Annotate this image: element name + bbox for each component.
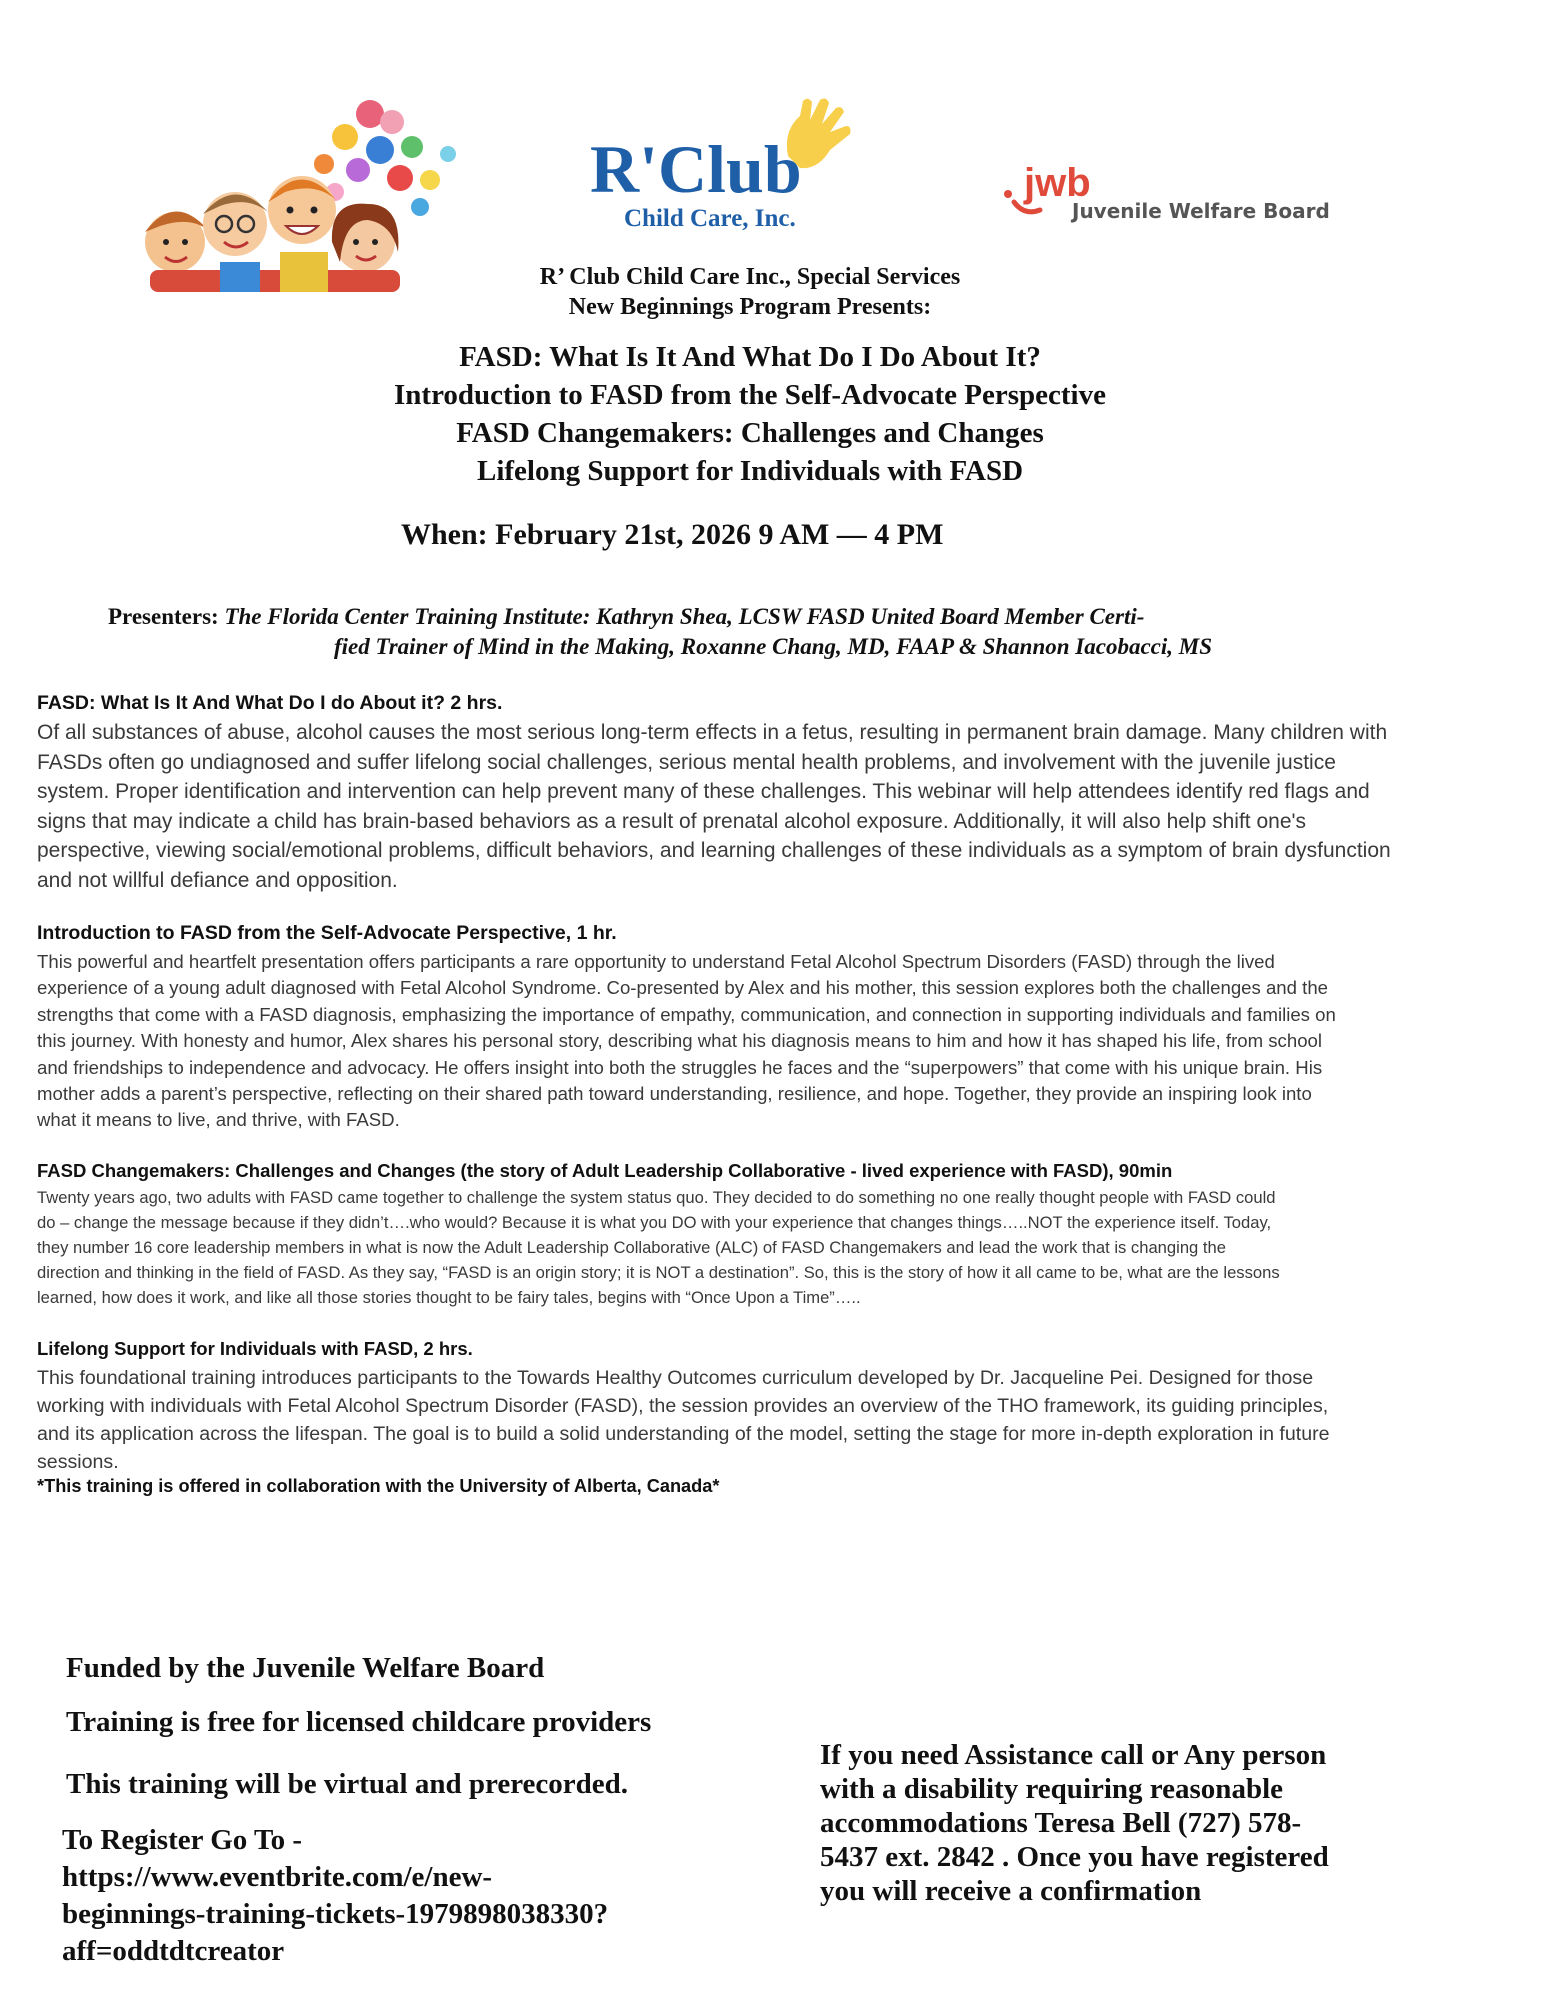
- presenters-label: Presenters:: [108, 604, 219, 629]
- rclub-subtitle: Child Care, Inc.: [624, 205, 796, 232]
- org-name-line: R’ Club Child Care Inc., Special Services: [539, 264, 961, 290]
- section-3-heading: FASD Changemakers: Challenges and Changes (the story of Adult Leadership Collaborative - lived experience with FASD), 90min: [37, 1160, 1173, 1181]
- title-line-1: FASD: What Is It And What Do I Do About It?: [459, 341, 1041, 373]
- jwb-name-text: Juvenile Welfare Board: [1072, 199, 1330, 223]
- section-3-line: direction and thinking in the field of FASD. As they say, “FASD is an origin story; it is NOT a destination”. So, this is the story of how it all came to be, what are the lessons: [37, 1263, 1280, 1282]
- section-3-line: they number 16 core leadership members in what is now the Adult Leadership Collaborative (ALC) of FASD Changemakers and lead the work that is changing the: [37, 1238, 1226, 1257]
- presenters-names-2: fied Trainer of Mind in the Making, Roxanne Chang, MD, FAAP & Shannon Iacobacci, MS: [333, 634, 1213, 659]
- section-4-line: working with individuals with Fetal Alcohol Spectrum Disorder (FASD), the session provides an overview of the THO framework, its guiding principles,: [37, 1395, 1329, 1417]
- section-4-heading: Lifelong Support for Individuals with FASD, 2 hrs.: [37, 1338, 473, 1359]
- virtual-training-line: This training will be virtual and prerecorded.: [66, 1768, 629, 1800]
- register-link-line[interactable]: aff=oddtdtcreator: [62, 1935, 285, 1967]
- rclub-wordmark: R'Club: [590, 131, 802, 207]
- section-4-body: [37, 1364, 1330, 1476]
- section-1-heading: FASD: What Is It And What Do I do About it? 2 hrs.: [37, 692, 503, 714]
- section-4-line: This foundational training introduces participants to the Towards Healthy Outcomes curriculum developed by Dr. Jacqueline Pei. Designed for those: [37, 1367, 1314, 1389]
- collaboration-note: *This training is offered in collaboration with the University of Alberta, Canada*: [37, 1476, 720, 1496]
- section-3-line: Twenty years ago, two adults with FASD came together to challenge the system status quo. They decided to do something no one really thought people with FASD could: [37, 1188, 1276, 1207]
- jwb-mark-text: jwb: [1024, 161, 1091, 205]
- register-label: To Register Go To -: [62, 1824, 303, 1856]
- section-1-line: and not willful defiance and opposition.: [37, 868, 398, 892]
- section-4-line: and its application across the lifespan. The goal is to build a solid understanding of the model, setting the stage for more in-depth exploration in future: [37, 1423, 1330, 1445]
- section-2-line: This powerful and heartfelt presentation offers participants a rare opportunity to understand Fetal Alcohol Spectrum Disorders (FASD) through the lived: [37, 951, 1275, 972]
- event-date-time: When: February 21st, 2026 9 AM — 4 PM: [401, 518, 944, 551]
- presenters-names-1: The Florida Center Training Institute: Kathryn Shea, LCSW FASD United Board Member Certi-: [224, 604, 1145, 629]
- section-2-heading: Introduction to FASD from the Self-Advocate Perspective, 1 hr.: [37, 922, 617, 944]
- section-2-line: and friendships to independence and advocacy. He offers insight into both the struggles he faces and the “superpowers” that come with his unique brain. His: [37, 1056, 1323, 1078]
- children-balloons-illustration: [130, 92, 470, 292]
- section-2-line: this journey. With honesty and humor, Alex shares his personal story, describing what his diagnosis means to him and how it has shaped his life, from school: [37, 1030, 1323, 1052]
- assistance-line: you will receive a confirmation: [820, 1875, 1202, 1907]
- rclub-logo: [578, 96, 888, 246]
- assistance-line: If you need Assistance call or Any person: [820, 1739, 1327, 1771]
- section-4-line: sessions.: [37, 1451, 119, 1473]
- section-2-line: what it means to live, and thrive, with FASD.: [37, 1109, 400, 1131]
- assistance-line: 5437 ext. 2842 . Once you have registered: [820, 1841, 1329, 1873]
- section-3-line: do – change the message because if they didn’t….who would? Because it is what you DO with your experience that changes things…..NOT the experience itself. Today,: [37, 1213, 1272, 1232]
- program-presents-line: New Beginnings Program Presents:: [568, 294, 932, 320]
- title-line-4: Lifelong Support for Individuals with FASD: [476, 455, 1024, 487]
- register-link-line[interactable]: beginnings-training-tickets-1979898038330?: [62, 1898, 609, 1930]
- section-1-line: system. Proper identification and intervention can help prevent many of these challenges. This webinar will help attendees identify red flags and: [37, 780, 1370, 803]
- assistance-block: [820, 1738, 1329, 1908]
- section-2-line: experience of a young adult diagnosed with Fetal Alcohol Syndrome. Co-presented by Alex and his mother, this session explores both the challenges and the: [37, 977, 1329, 999]
- presenters-line-2: [108, 632, 1438, 662]
- section-2-line: mother adds a parent’s perspective, reflecting on their shared path toward understanding, resilience, and hope. Together, they provide an inspiring look into: [37, 1083, 1312, 1105]
- section-3-line: learned, how does it work, and like all those stories thought to be fairy tales, begins with “Once Upon a Time”…..: [37, 1288, 861, 1307]
- section-2-line: strengths that come with a FASD diagnosis, emphasizing the importance of empathy, communication, and connection in supporting individuals and families on: [37, 1003, 1336, 1025]
- jwb-logo: [1000, 158, 1400, 228]
- funded-by-line: Funded by the Juvenile Welfare Board: [66, 1652, 545, 1684]
- section-1-line: perspective, viewing social/emotional problems, difficult behaviors, and learning challenges of these individuals as a symptom of brain dysfunction: [37, 839, 1391, 862]
- presenters-line-1: [108, 602, 1144, 632]
- section-2-body: [37, 949, 1336, 1134]
- section-3-body: [37, 1185, 1280, 1310]
- register-link-line[interactable]: https://www.eventbrite.com/e/new-: [62, 1861, 493, 1893]
- free-training-line: Training is free for licensed childcare providers: [66, 1706, 652, 1738]
- title-line-2: Introduction to FASD from the Self-Advocate Perspective: [394, 379, 1106, 411]
- title-line-3: FASD Changemakers: Challenges and Changes: [456, 417, 1044, 449]
- section-1-line: FASDs often go undiagnosed and suffer lifelong social challenges, serious mental health problems, and involvement with the juvenile justice: [37, 750, 1336, 774]
- assistance-line: accommodations Teresa Bell (727) 578-: [820, 1807, 1302, 1839]
- register-block: [62, 1822, 608, 1970]
- section-1-body: [37, 718, 1391, 895]
- section-1-line: Of all substances of abuse, alcohol causes the most serious long-term effects in a fetus, resulting in permanent brain damage. Many children with: [37, 721, 1388, 744]
- section-1-line: signs that may indicate a child has brain-based behaviors as a result of prenatal alcohol exposure. Additionally, it will also help shift one's: [37, 809, 1307, 833]
- assistance-line: with a disability requiring reasonable: [820, 1773, 1283, 1805]
